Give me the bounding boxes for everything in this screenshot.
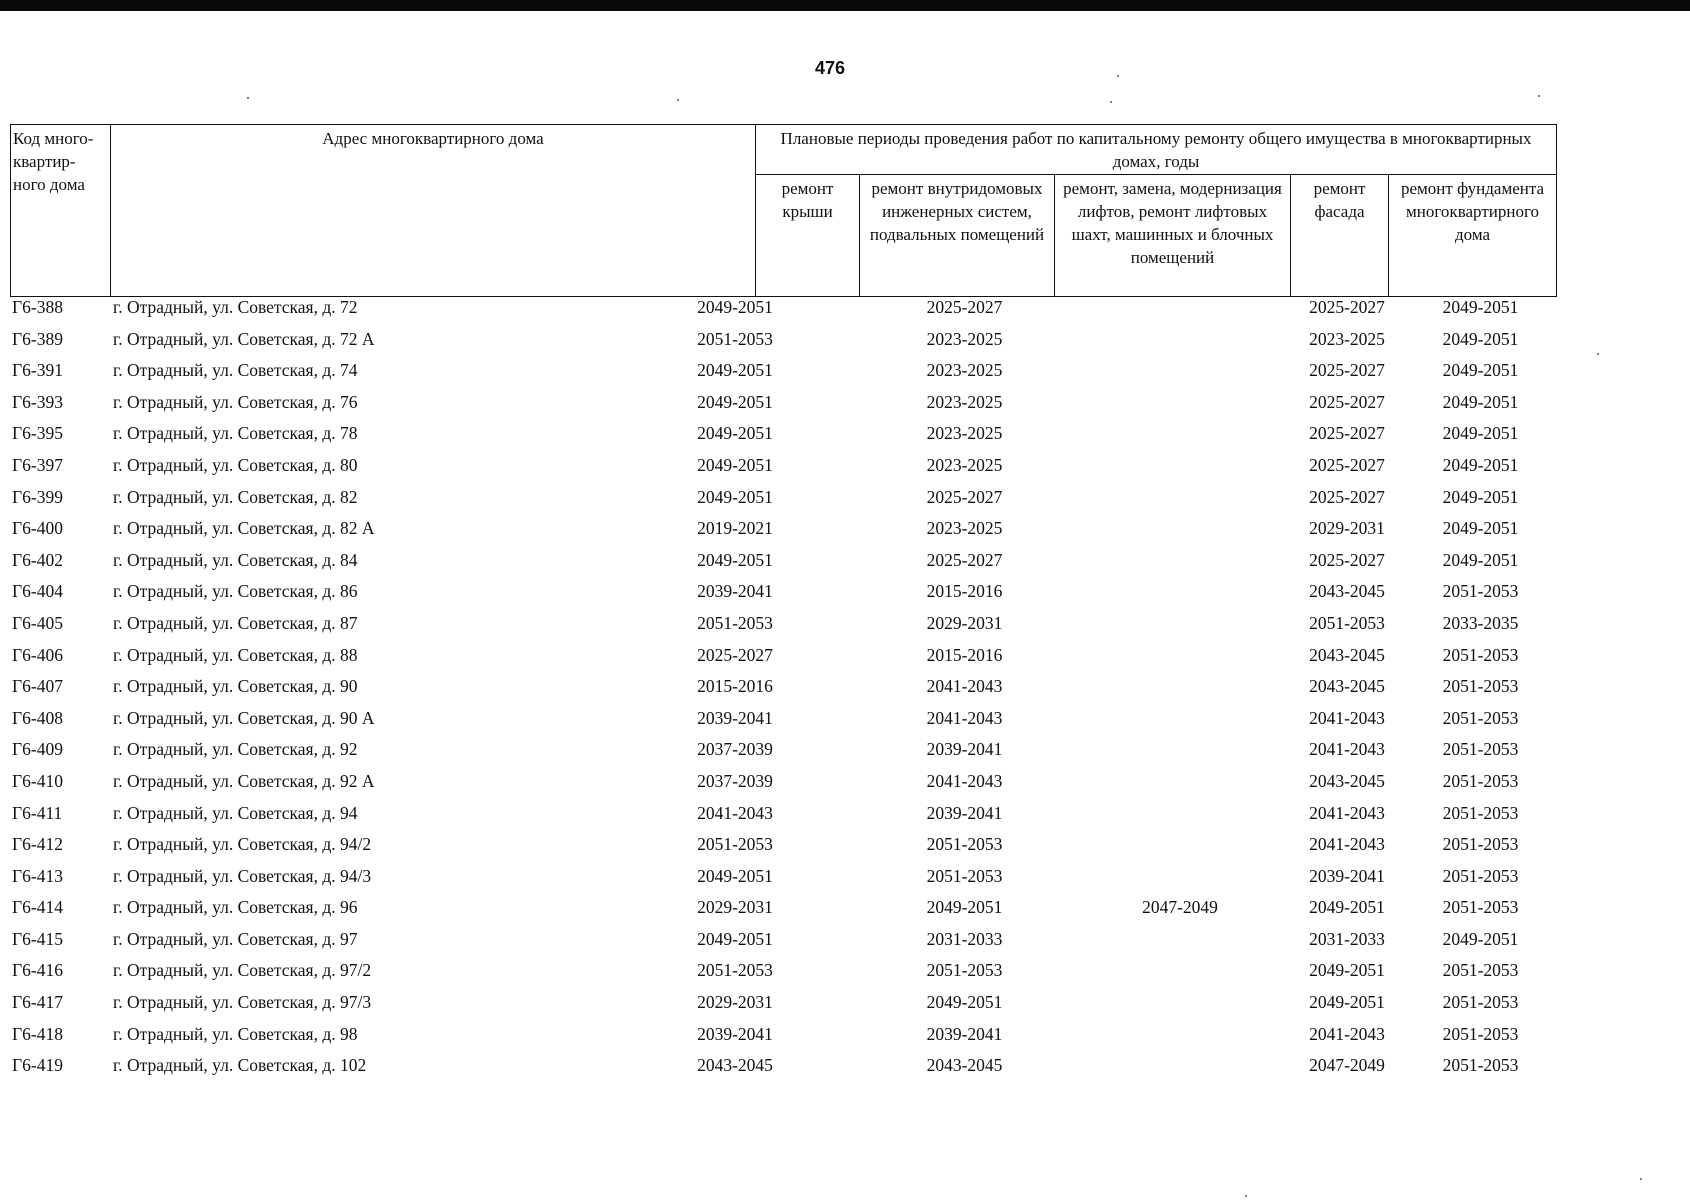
row-systems: 2023-2025: [926, 328, 1003, 349]
row-foundation: 2051-2053: [1442, 1055, 1519, 1076]
row-systems: 2025-2027: [926, 549, 1003, 570]
row-foundation: 2051-2053: [1442, 802, 1519, 823]
row-address: г. Отрадный, ул. Советская, д. 102: [113, 1055, 367, 1076]
row-facade: 2025-2027: [1309, 423, 1385, 444]
row-roof: 2051-2053: [697, 328, 773, 349]
row-address: г. Отрадный, ул. Советская, д. 87: [113, 612, 358, 633]
row-roof: 2049-2051: [697, 865, 773, 886]
row-systems: 2051-2053: [926, 834, 1003, 855]
row-foundation: 2051-2053: [1442, 834, 1519, 855]
row-code: Г6-393: [12, 391, 63, 412]
row-code: Г6-415: [12, 928, 63, 949]
row-systems: 2049-2051: [926, 992, 1003, 1013]
table-row: [10, 1055, 1556, 1087]
row-code: Г6-405: [12, 612, 63, 633]
row-facade: 2025-2027: [1309, 454, 1385, 475]
row-foundation: 2049-2051: [1442, 928, 1519, 949]
row-facade: 2041-2043: [1309, 739, 1385, 760]
row-code: Г6-404: [12, 581, 63, 602]
row-address: г. Отрадный, ул. Советская, д. 92 А: [113, 770, 375, 791]
header-lift: ремонт, замена, модернизация лифтов, ремонт лифтовых шахт, машинных и блочных помещений: [1055, 175, 1291, 297]
row-facade: 2023-2025: [1309, 328, 1385, 349]
table-row: [10, 297, 1556, 329]
row-foundation: 2049-2051: [1442, 454, 1519, 475]
row-address: г. Отрадный, ул. Советская, д. 92: [113, 739, 358, 760]
header-systems: ремонт внутридомовых инженерных систем, подвальных помещений: [860, 175, 1055, 297]
table-row: [10, 1024, 1556, 1056]
row-foundation: 2049-2051: [1442, 486, 1519, 507]
row-systems: 2043-2045: [926, 1055, 1003, 1076]
row-address: г. Отрадный, ул. Советская, д. 82: [113, 486, 358, 507]
row-roof: 2019-2021: [697, 518, 773, 539]
row-systems: 2049-2051: [926, 897, 1003, 918]
table-row: [10, 613, 1556, 645]
row-address: г. Отрадный, ул. Советская, д. 96: [113, 897, 358, 918]
row-foundation: 2049-2051: [1442, 391, 1519, 412]
row-address: г. Отрадный, ул. Советская, д. 94/2: [113, 834, 372, 855]
row-foundation: 2049-2051: [1442, 549, 1519, 570]
row-systems: 2039-2041: [926, 739, 1003, 760]
row-roof: 2037-2039: [697, 739, 773, 760]
row-roof: 2049-2051: [697, 454, 773, 475]
row-address: г. Отрадный, ул. Советская, д. 97/2: [113, 960, 372, 981]
row-facade: 2041-2043: [1309, 834, 1385, 855]
row-code: Г6-411: [12, 802, 63, 823]
row-foundation: 2049-2051: [1442, 328, 1519, 349]
table-row: [10, 581, 1556, 613]
row-code: Г6-418: [12, 1023, 63, 1044]
row-roof: 2037-2039: [697, 770, 773, 791]
table-row: [10, 992, 1556, 1024]
row-systems: 2023-2025: [926, 454, 1003, 475]
row-roof: 2041-2043: [697, 802, 773, 823]
row-facade: 2025-2027: [1309, 360, 1385, 381]
row-systems: 2041-2043: [926, 676, 1003, 697]
row-address: г. Отрадный, ул. Советская, д. 88: [113, 644, 358, 665]
row-facade: 2031-2033: [1309, 928, 1385, 949]
row-roof: 2051-2053: [697, 834, 773, 855]
table-row: [10, 487, 1556, 519]
row-facade: 2029-2031: [1309, 518, 1385, 539]
table-row: [10, 708, 1556, 740]
row-foundation: 2051-2053: [1442, 960, 1519, 981]
row-facade: 2041-2043: [1309, 1023, 1385, 1044]
row-systems: 2015-2016: [926, 644, 1003, 665]
row-code: Г6-399: [12, 486, 63, 507]
table-row: [10, 834, 1556, 866]
row-address: г. Отрадный, ул. Советская, д. 97: [113, 928, 358, 949]
table-row: [10, 803, 1556, 835]
row-code: Г6-388: [12, 297, 63, 317]
scan-speck: [1245, 1195, 1247, 1197]
row-code: Г6-389: [12, 328, 63, 349]
table-row: [10, 897, 1556, 929]
row-address: г. Отрадный, ул. Советская, д. 72: [113, 297, 358, 317]
row-roof: 2043-2045: [697, 1055, 773, 1076]
row-foundation: 2051-2053: [1442, 676, 1519, 697]
scan-speck: [1117, 75, 1119, 77]
row-foundation: 2051-2053: [1442, 992, 1519, 1013]
row-foundation: 2051-2053: [1442, 644, 1519, 665]
table-row: [10, 455, 1556, 487]
row-address: г. Отрадный, ул. Советская, д. 86: [113, 581, 358, 602]
row-address: г. Отрадный, ул. Советская, д. 90 А: [113, 707, 375, 728]
row-roof: 2049-2051: [697, 360, 773, 381]
row-facade: 2051-2053: [1309, 612, 1385, 633]
row-roof: 2049-2051: [697, 423, 773, 444]
scan-speck: [677, 99, 679, 101]
row-systems: 2039-2041: [926, 802, 1003, 823]
row-systems: 2041-2043: [926, 770, 1003, 791]
row-foundation: 2049-2051: [1442, 518, 1519, 539]
row-code: Г6-413: [12, 865, 63, 886]
scan-speck: [1110, 101, 1112, 103]
row-foundation: 2051-2053: [1442, 865, 1519, 886]
row-roof: 2051-2053: [697, 612, 773, 633]
row-foundation: 2049-2051: [1442, 360, 1519, 381]
header-roof: ремонт крыши: [756, 175, 860, 297]
row-facade: 2025-2027: [1309, 391, 1385, 412]
row-foundation: 2033-2035: [1442, 612, 1519, 633]
row-code: Г6-406: [12, 644, 63, 665]
row-facade: 2041-2043: [1309, 802, 1385, 823]
row-address: г. Отрадный, ул. Советская, д. 82 А: [113, 518, 375, 539]
row-systems: 2023-2025: [926, 391, 1003, 412]
row-roof: 2049-2051: [697, 486, 773, 507]
table-row: [10, 392, 1556, 424]
row-systems: 2023-2025: [926, 518, 1003, 539]
row-roof: 2015-2016: [697, 676, 773, 697]
row-code: Г6-395: [12, 423, 63, 444]
row-code: Г6-408: [12, 707, 63, 728]
row-systems: 2025-2027: [926, 486, 1003, 507]
row-facade: 2043-2045: [1309, 581, 1385, 602]
page-number: 476: [814, 58, 846, 78]
row-roof: 2039-2041: [697, 1023, 773, 1044]
header-planned-periods: Плановые периоды проведения работ по капитальному ремонту общего имущества в многоквартирных домах, годы: [756, 125, 1557, 175]
row-roof: 2049-2051: [697, 297, 773, 317]
row-facade: 2043-2045: [1309, 644, 1385, 665]
table-row: [10, 960, 1556, 992]
row-foundation: 2051-2053: [1442, 739, 1519, 760]
row-address: г. Отрадный, ул. Советская, д. 98: [113, 1023, 358, 1044]
row-foundation: 2051-2053: [1442, 897, 1519, 918]
row-systems: 2029-2031: [926, 612, 1003, 633]
header-code: Код много-квартир-ного дома: [11, 125, 111, 297]
row-foundation: 2051-2053: [1442, 707, 1519, 728]
scan-speck: [1538, 95, 1540, 97]
row-code: Г6-400: [12, 518, 63, 539]
row-address: г. Отрадный, ул. Советская, д. 74: [113, 360, 358, 381]
row-foundation: 2051-2053: [1442, 581, 1519, 602]
table-row: [10, 550, 1556, 582]
row-roof: 2049-2051: [697, 549, 773, 570]
row-address: г. Отрадный, ул. Советская, д. 84: [113, 549, 358, 570]
row-lift: 2047-2049: [1142, 897, 1218, 918]
row-roof: 2051-2053: [697, 960, 773, 981]
table-row: [10, 423, 1556, 455]
row-address: г. Отрадный, ул. Советская, д. 97/3: [113, 992, 372, 1013]
row-systems: 2025-2027: [926, 297, 1003, 317]
row-foundation: 2051-2053: [1442, 1023, 1519, 1044]
row-facade: 2049-2051: [1309, 960, 1385, 981]
row-code: Г6-410: [12, 770, 63, 791]
scan-speck: [1640, 1178, 1642, 1180]
row-systems: 2015-2016: [926, 581, 1003, 602]
table-row: [10, 518, 1556, 550]
row-facade: 2025-2027: [1309, 297, 1385, 317]
row-roof: 2025-2027: [697, 644, 773, 665]
row-facade: 2039-2041: [1309, 865, 1385, 886]
row-systems: 2041-2043: [926, 707, 1003, 728]
row-systems: 2039-2041: [926, 1023, 1003, 1044]
row-facade: 2047-2049: [1309, 1055, 1385, 1076]
row-code: Г6-419: [12, 1055, 63, 1076]
row-address: г. Отрадный, ул. Советская, д. 76: [113, 391, 358, 412]
row-code: Г6-397: [12, 454, 63, 475]
table-header: [10, 124, 1557, 297]
row-roof: 2049-2051: [697, 391, 773, 412]
row-address: г. Отрадный, ул. Советская, д. 90: [113, 676, 358, 697]
row-address: г. Отрадный, ул. Советская, д. 94/3: [113, 865, 372, 886]
row-systems: 2023-2025: [926, 360, 1003, 381]
row-facade: 2043-2045: [1309, 676, 1385, 697]
row-systems: 2051-2053: [926, 960, 1003, 981]
row-roof: 2039-2041: [697, 707, 773, 728]
table-row: [10, 771, 1556, 803]
row-facade: 2025-2027: [1309, 549, 1385, 570]
row-code: Г6-391: [12, 360, 63, 381]
row-roof: 2029-2031: [697, 897, 773, 918]
row-roof: 2029-2031: [697, 992, 773, 1013]
scan-edge-bar: [0, 0, 1690, 11]
row-foundation: 2051-2053: [1442, 770, 1519, 791]
table-row: [10, 329, 1556, 361]
row-code: Г6-414: [12, 897, 63, 918]
row-code: Г6-417: [12, 992, 63, 1013]
row-facade: 2049-2051: [1309, 992, 1385, 1013]
table-row: [10, 645, 1556, 677]
row-address: г. Отрадный, ул. Советская, д. 94: [113, 802, 358, 823]
row-roof: 2049-2051: [697, 928, 773, 949]
row-facade: 2041-2043: [1309, 707, 1385, 728]
row-code: Г6-412: [12, 834, 63, 855]
row-address: г. Отрадный, ул. Советская, д. 78: [113, 423, 358, 444]
row-code: Г6-409: [12, 739, 63, 760]
table-body: [10, 297, 1556, 1087]
row-systems: 2023-2025: [926, 423, 1003, 444]
row-facade: 2049-2051: [1309, 897, 1385, 918]
row-address: г. Отрадный, ул. Советская, д. 72 А: [113, 328, 375, 349]
row-roof: 2039-2041: [697, 581, 773, 602]
row-code: Г6-416: [12, 960, 63, 981]
table-row: [10, 360, 1556, 392]
row-facade: 2043-2045: [1309, 770, 1385, 791]
table-row: [10, 676, 1556, 708]
row-code: Г6-402: [12, 549, 63, 570]
scan-speck: [1597, 353, 1599, 355]
header-address: Адрес многоквартирного дома: [111, 125, 756, 297]
header-facade: ремонт фасада: [1291, 175, 1389, 297]
row-systems: 2031-2033: [926, 928, 1003, 949]
row-address: г. Отрадный, ул. Советская, д. 80: [113, 454, 358, 475]
scan-speck: [247, 97, 249, 99]
header-foundation: ремонт фундамента многоквартирного дома: [1389, 175, 1557, 297]
table-row: [10, 739, 1556, 771]
row-facade: 2025-2027: [1309, 486, 1385, 507]
row-foundation: 2049-2051: [1442, 297, 1519, 317]
row-foundation: 2049-2051: [1442, 423, 1519, 444]
row-code: Г6-407: [12, 676, 63, 697]
table-row: [10, 929, 1556, 961]
table-row: [10, 866, 1556, 898]
row-systems: 2051-2053: [926, 865, 1003, 886]
